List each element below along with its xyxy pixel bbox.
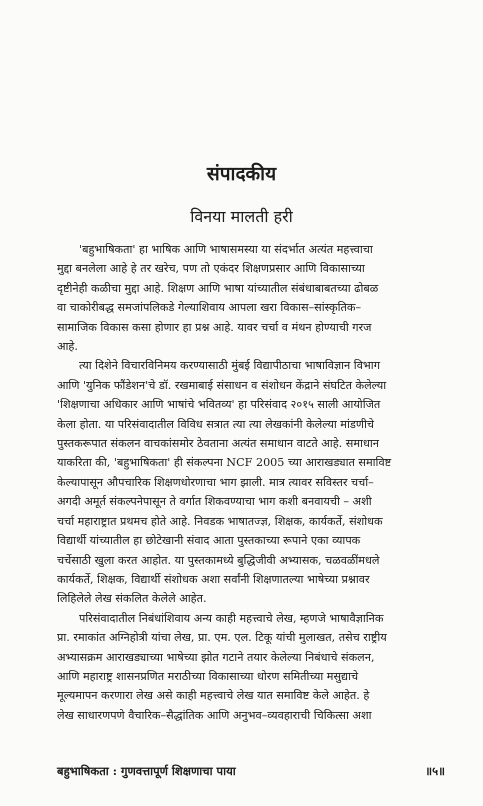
text-line: केल्यापासून औपचारिक शिक्षणधोरणाचा भाग झाली. मात्र त्यावर सविस्तर चर्चा–: [57, 475, 374, 489]
text-line: विद्यार्थी यांच्यातील हा छोटेखानी संवाद आता पुस्तकाच्या रूपाने एका व्यापक: [57, 534, 361, 548]
text-line: चर्चेसाठी खुला करत आहोत. या पुस्तकामध्ये बुद्धिजीवी अभ्यासक, चळवळींमधले: [57, 553, 380, 567]
text-line: 'शिक्षणाचा अधिकार आणि भाषांचे भवितव्य' हा परिसंवाद २०१५ साली आयोजित: [57, 398, 381, 412]
text-line: वा चाकोरीबद्ध समजांपलिकडे गेल्याशिवाय आपला खरा विकास–सांस्कृतिक–: [57, 301, 362, 315]
text-line: मुद्दा बनलेला आहे हे तर खरेच, पण तो एकंदर शिक्षणप्रसार आणि विकासाच्या: [57, 262, 365, 276]
text-line: प्रा. रमाकांत अग्निहोत्री यांचा लेख, प्रा. एम. एल. टिकू यांची मुलाखत, तसेच राष्ट्रीय: [57, 631, 387, 645]
text-line: आणि महाराष्ट्र शासनप्रणित मराठीच्या विकासाच्या धोरण समितीच्या मसुद्याचे: [57, 669, 359, 683]
editorial-body: [57, 240, 445, 725]
text-line: मूल्यमापन करणारा लेख असे काही महत्त्वाचे लेख यात समाविष्ट केले आहेत. हे: [57, 689, 370, 703]
text-line: पुस्तकरूपात संकलन वाचकांसमोर ठेवताना अत्यंत समाधान वाटते आहे. समाधान: [57, 437, 379, 451]
page-footer: [57, 764, 445, 784]
text-line: लेख साधारणपणे वैचारिक–सैद्धांतिक आणि अनुभव–व्यवहाराची चिकित्सा अशा: [57, 708, 372, 722]
text-line: सामाजिक विकास कसा होणार हा प्रश्न आहे. यावर चर्चा व मंथन होण्याची गरज: [57, 320, 372, 334]
author-name: विनया मालती हरी: [190, 207, 293, 226]
text-line: चर्चा महाराष्ट्रात प्रथमच होते आहे. निवडक भाषातज्ज्ञ, शिक्षक, कार्यकर्ते, संशोधक: [57, 514, 383, 528]
page-title: संपादकीय: [206, 163, 277, 185]
text-line: आहे.: [57, 340, 78, 354]
text-line: कार्यकर्ते, शिक्षक, विद्यार्थी संशोधक अशा सर्वांनी शिक्षणातल्या भाषेच्या प्रश्नावर: [57, 572, 370, 586]
text-line: अभ्यासक्रम आराखड्याच्या भाषेच्या झोत गटाने तयार केलेल्या निबंधाचे संकलन,: [57, 650, 375, 664]
text-line: दृष्टीनेही कळीचा मुद्दा आहे. शिक्षण आणि भाषा यांच्यातील संबंधाबाबतच्या ढोबळ: [57, 281, 379, 295]
text-line: त्या दिशेने विचारविनिमय करण्यासाठी मुंबई विद्यापीठाचा भाषाविज्ञान विभाग: [79, 359, 380, 373]
text-line: केला होता. या परिसंवादातील विविध सत्रात त्या त्या लेखकांनी केलेल्या मांडणीचे: [57, 417, 374, 431]
text-line: लिहिलेले लेख संकलित केलेले आहेत.: [57, 592, 207, 606]
text-line: याकरिता की, 'बहुभाषिकता' ही संकल्पना NCF 2005 च्या आराखड्यात समाविष्ट: [57, 456, 392, 470]
text-line: परिसंवादातील निबंधांशिवाय अन्य काही महत्त्वाचे लेख, म्हणजे भाषावैज्ञानिक: [79, 611, 384, 625]
text-line: 'बहुभाषिकता' हा भाषिक आणि भाषासमस्या या संदर्भात अत्यंत महत्त्वाचा: [79, 243, 373, 256]
book-title-footer: बहुभाषिकता : गुणवत्तापूर्ण शिक्षणाचा पाया: [57, 764, 236, 778]
text-line: आणि 'युनिक फौंडेशन'चे डॉ. रखमाबाई संसाधन व संशोधन केंद्राने संघटित केलेल्या: [57, 378, 387, 392]
text-line: अगदी अमूर्त संकल्पनेपासून ते वर्गात शिकवण्याचा भाग कशी बनवायची – अशी: [57, 495, 372, 509]
page-number: ॥५॥: [425, 764, 445, 778]
